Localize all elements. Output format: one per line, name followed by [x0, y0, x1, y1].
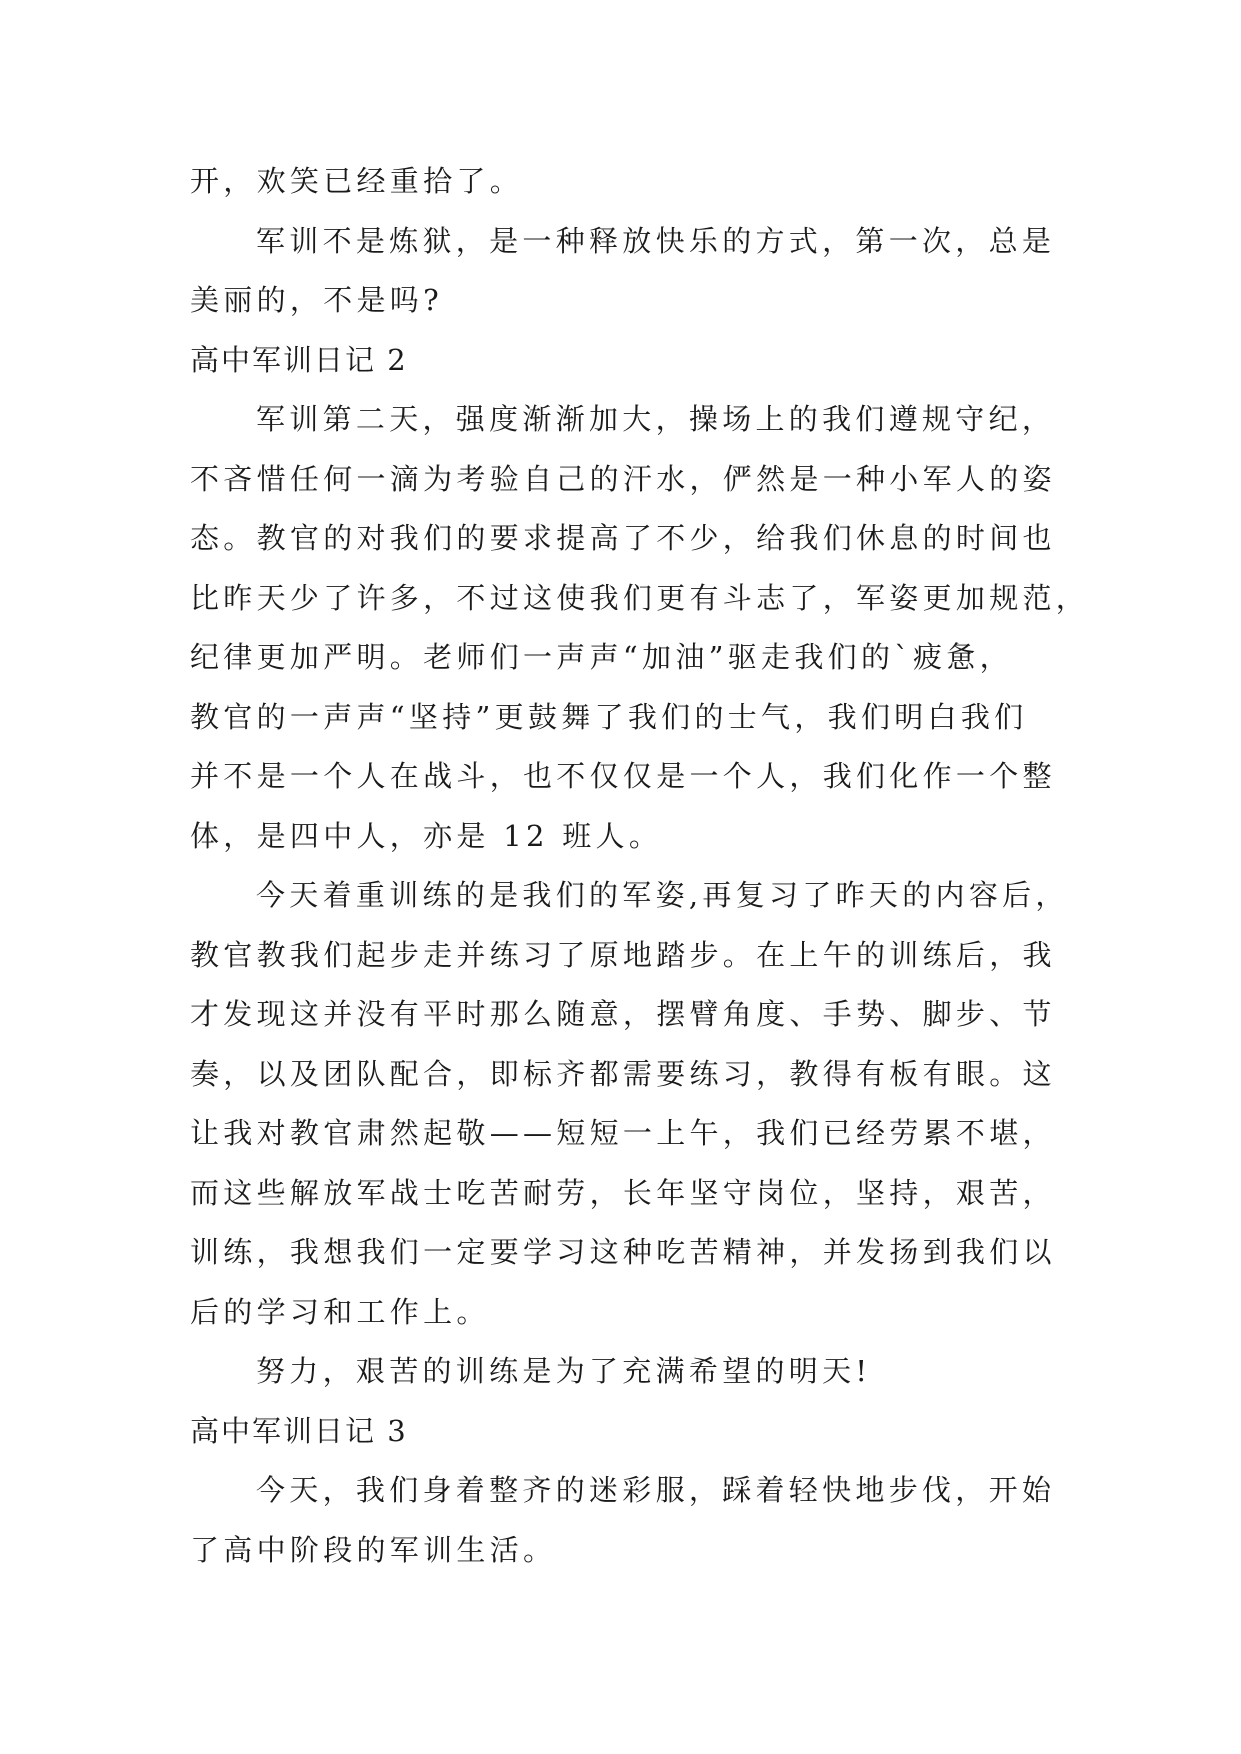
paragraph-start-line: 今天着重训练的是我们的军姿,再复习了昨天的内容后，	[256, 878, 1069, 912]
text-line: 态。教官的对我们的要求提高了不少，给我们休息的时间也	[190, 521, 1056, 555]
text-line: 比昨天少了许多，不过这使我们更有斗志了，军姿更加规范，	[190, 580, 1090, 615]
section-heading-3: 高中军训日记 3	[190, 1413, 408, 1448]
paragraph-start-line: 军训第二天，强度渐渐加大，操场上的我们遵规守纪，	[256, 402, 1056, 436]
paragraph-start-line: 今天，我们身着整齐的迷彩服，踩着轻快地步伐，开始	[256, 1473, 1056, 1507]
text-line: 而这些解放军战士吃苦耐劳，长年坚守岗位，坚持，艰苦，	[190, 1175, 1056, 1210]
text-line: 纪律更加严明。老师们一声声“加油”驱走我们的`疲惫，	[190, 640, 1013, 674]
text-line: 了高中阶段的军训生活。	[190, 1532, 557, 1567]
paragraph-start-line: 努力，艰苦的训练是为了充满希望的明天!	[256, 1354, 872, 1388]
document-body	[190, 152, 1090, 1580]
text-line: 体，是四中人，亦是 12 班人。	[190, 818, 663, 853]
text-line: 让我对教官肃然起敬——短短一上午，我们已经劳累不堪，	[190, 1116, 1056, 1150]
text-line: 才发现这并没有平时那么随意，摆臂角度、手势、脚步、节	[190, 997, 1056, 1031]
text-line: 并不是一个人在战斗，也不仅仅是一个人，我们化作一个整	[190, 759, 1056, 793]
text-line: 训练，我想我们一定要学习这种吃苦精神，并发扬到我们以	[190, 1235, 1056, 1269]
text-line: 后的学习和工作上。	[190, 1294, 490, 1329]
section-heading-2: 高中军训日记 2	[190, 342, 408, 377]
paragraph-start-line: 军训不是炼狱，是一种释放快乐的方式，第一次，总是	[256, 223, 1056, 258]
text-line: 美丽的，不是吗?	[190, 283, 443, 317]
text-line: 不吝惜任何一滴为考验自己的汗水，俨然是一种小军人的姿	[190, 461, 1056, 496]
text-line: 教官的一声声“坚持”更鼓舞了我们的士气，我们明白我们	[190, 699, 1028, 734]
text-line: 教官教我们起步走并练习了原地踏步。在上午的训练后，我	[190, 937, 1056, 972]
text-line: 开，欢笑已经重拾了。	[190, 164, 524, 198]
text-line: 奏，以及团队配合，即标齐都需要练习，教得有板有眼。这	[190, 1056, 1056, 1091]
